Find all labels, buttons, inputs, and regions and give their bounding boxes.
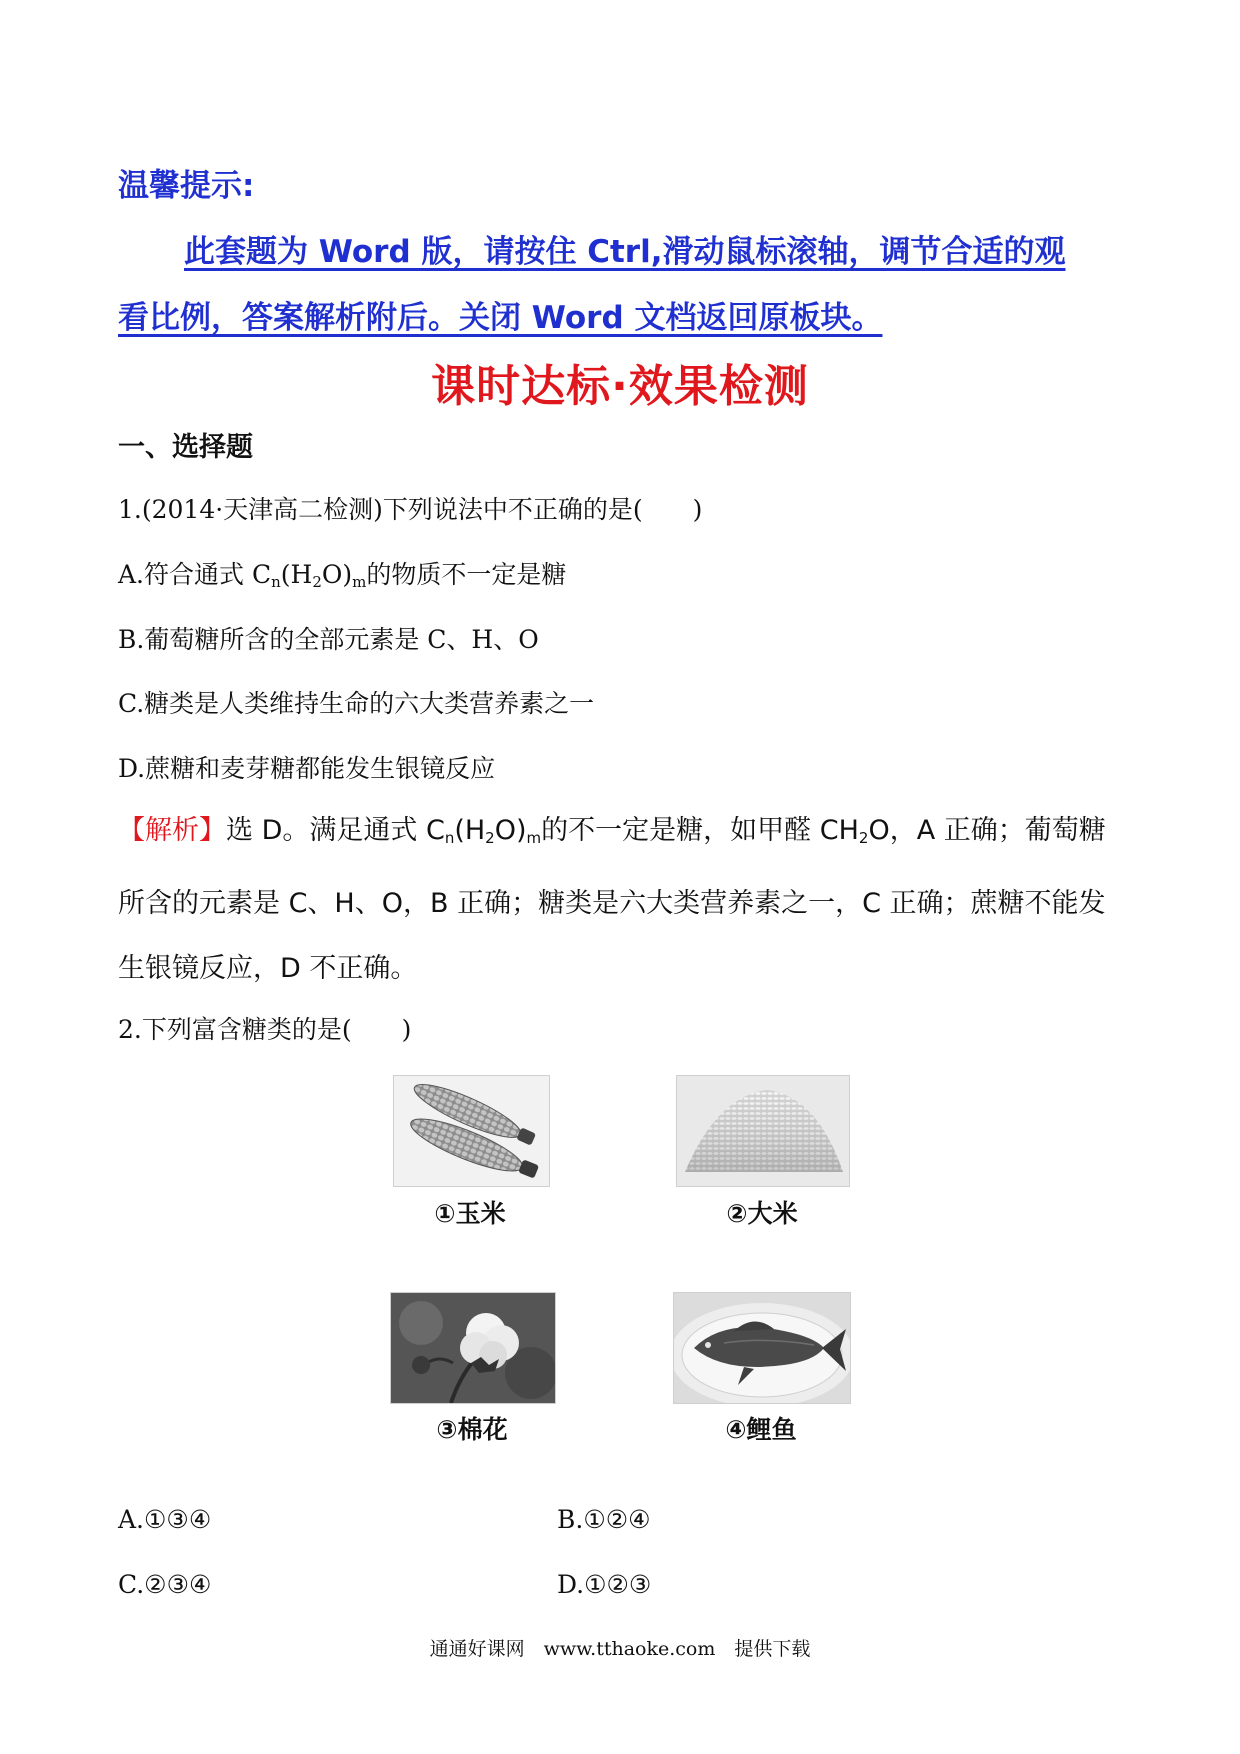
section-title: 课时达标·效果检测 xyxy=(431,361,809,412)
question-1-option-a: A.符合通式 $C_n(H_2O)_m$的物质不一定是糖 xyxy=(118,560,567,591)
rice-image xyxy=(676,1075,850,1187)
cotton-image xyxy=(390,1292,556,1404)
tip-title: 温馨提示: xyxy=(118,168,255,204)
question-2-option-a: A.①③④ xyxy=(118,1505,212,1534)
question-2-option-d: D.①②③ xyxy=(557,1570,652,1599)
analysis-tag: 【解析】 xyxy=(118,815,226,846)
tip-line-1: 此套题为 Word 版，请按住 Ctrl,滑动鼠标滚轴，调节合适的观 xyxy=(184,234,1066,270)
question-1-option-c: C.糖类是人类维持生命的六大类营养素之一 xyxy=(118,689,595,718)
question-1-option-b: B.葡萄糖所含的全部元素是 C、H、O xyxy=(118,625,539,654)
question-2-option-b: B.①②④ xyxy=(557,1505,651,1534)
footer-text: 通通好课网 www.tthaoke.com 提供下载 xyxy=(429,1638,811,1660)
caption-rice: ②大米 xyxy=(726,1199,798,1228)
section-heading: 一、选择题 xyxy=(118,432,253,463)
caption-cotton: ③棉花 xyxy=(436,1415,508,1444)
question-1-option-d: D.蔗糖和麦芽糖都能发生银镜反应 xyxy=(118,754,496,783)
question-1-stem: 1.(2014·天津高二检测)下列说法中不正确的是( ) xyxy=(118,495,703,524)
caption-carp: ④鲤鱼 xyxy=(725,1415,797,1444)
question-1-analysis: 【解析】选 D。满足通式 Cn(H2O)m的不一定是糖，如甲醛 CH2O，A 正确；葡萄糖所含的元素是 C、H、O，B 正确；糖类是六大类营养素之一，C 正确；蔗糖不能发生银镜反应，D 不正确。 xyxy=(118,815,1106,984)
tip-line-2: 看比例，答案解析附后。关闭 Word 文档返回原板块。 xyxy=(118,300,883,336)
caption-corn: ①玉米 xyxy=(434,1199,506,1228)
carp-image xyxy=(673,1292,851,1404)
question-2-option-c: C.②③④ xyxy=(118,1570,212,1599)
question-2-stem: 2.下列富含糖类的是( ) xyxy=(118,1015,412,1044)
corn-image xyxy=(393,1075,550,1187)
